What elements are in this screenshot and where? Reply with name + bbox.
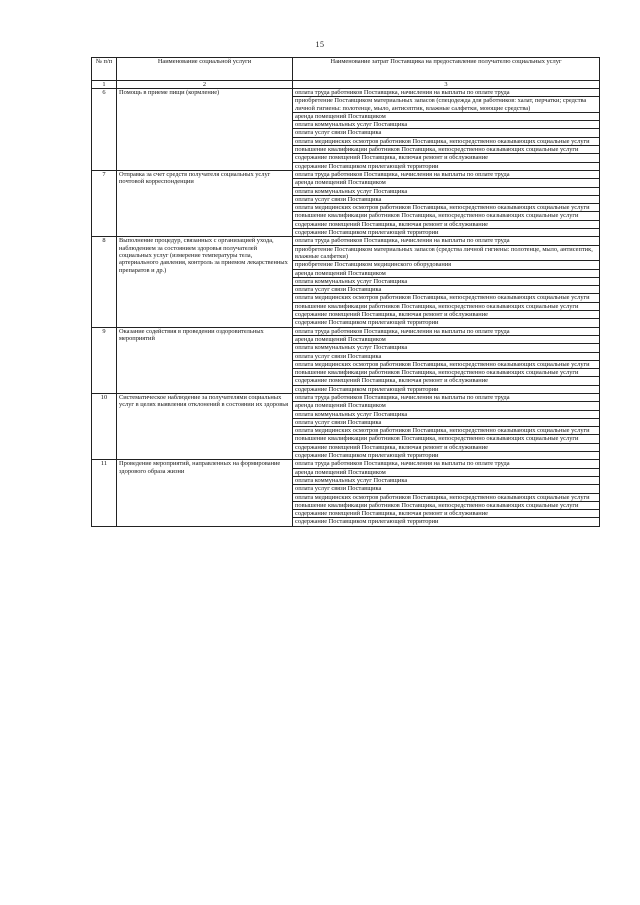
- cost-item: оплата медицинских осмотров работников Поставщика, непосредственно оказывающих социальные услуги: [293, 137, 600, 145]
- service-name: Выполнение процедур, связанных с организацией ухода, наблюдением за состоянием здоровья получателей социальных услуг (измерение температуры тела, артериального давления, контроль за приемом лекарственных препаратов и др.): [117, 237, 293, 327]
- cost-item: оплата труда работников Поставщика, начисления на выплаты по оплате труда: [293, 89, 600, 97]
- service-name: Оказание содействия в проведении оздоровительных мероприятий: [117, 327, 293, 393]
- cost-item: аренда помещений Поставщиком: [293, 468, 600, 476]
- cost-item: оплата труда работников Поставщика, начисления на выплаты по оплате труда: [293, 393, 600, 401]
- cost-item: содержание Поставщиком прилегающей территории: [293, 162, 600, 170]
- cost-item: аренда помещений Поставщиком: [293, 179, 600, 187]
- cost-item: оплата услуг связи Поставщика: [293, 286, 600, 294]
- column-number-row: [92, 81, 600, 89]
- service-number: 8: [92, 237, 117, 327]
- column-number-1: 1: [92, 81, 117, 89]
- column-number-3: 3: [293, 81, 600, 89]
- header-cost-name: Наименование затрат Поставщика на предоставление получателю социальных услуг: [293, 58, 600, 81]
- table-row: [92, 89, 600, 97]
- table-header-row: [92, 58, 600, 81]
- cost-item: содержание Поставщиком прилегающей территории: [293, 319, 600, 327]
- cost-item: оплата услуг связи Поставщика: [293, 129, 600, 137]
- cost-item: оплата коммунальных услуг Поставщика: [293, 410, 600, 418]
- service-number: 6: [92, 89, 117, 171]
- services-body: [92, 89, 600, 527]
- cost-item: оплата труда работников Поставщика, начисления на выплаты по оплате труда: [293, 170, 600, 178]
- service-number: 11: [92, 460, 117, 526]
- cost-item: содержание Поставщиком прилегающей территории: [293, 452, 600, 460]
- cost-item: оплата коммунальных услуг Поставщика: [293, 277, 600, 285]
- service-number: 7: [92, 170, 117, 236]
- cost-item: аренда помещений Поставщиком: [293, 112, 600, 120]
- cost-item: оплата коммунальных услуг Поставщика: [293, 187, 600, 195]
- cost-item: повышение квалификации работников Поставщика, непосредственно оказывающих социальные услуги: [293, 501, 600, 509]
- cost-item: приобретение Поставщиком материальных запасов (спецодежда для работников: халат, перчатки; средства личной гигиены: полотенце, мыло, антисептик, влажные салфетки, моющие средства): [293, 97, 600, 113]
- cost-item: оплата медицинских осмотров работников Поставщика, непосредственно оказывающих социальные услуги: [293, 427, 600, 435]
- page-number: 15: [315, 40, 325, 49]
- cost-item: приобретение Поставщиком материальных запасов (средства личной гигиены: полотенце, мыло, антисептик, влажные салфетки): [293, 245, 600, 261]
- cost-item: оплата труда работников Поставщика, начисления на выплаты по оплате труда: [293, 460, 600, 468]
- cost-item: повышение квалификации работников Поставщика, непосредственно оказывающих социальные услуги: [293, 435, 600, 443]
- header-service-name: Наименование социальной услуги: [117, 58, 293, 81]
- cost-item: аренда помещений Поставщиком: [293, 335, 600, 343]
- column-number-2: 2: [117, 81, 293, 89]
- cost-item: содержание Поставщиком прилегающей территории: [293, 385, 600, 393]
- cost-item: содержание помещений Поставщика, включая ремонт и обслуживание: [293, 220, 600, 228]
- cost-item: повышение квалификации работников Поставщика, непосредственно оказывающих социальные услуги: [293, 369, 600, 377]
- cost-item: приобретение Поставщиком медицинского оборудования: [293, 261, 600, 269]
- table-row: [92, 460, 600, 468]
- services-table: [91, 57, 600, 527]
- cost-item: содержание Поставщиком прилегающей территории: [293, 229, 600, 237]
- cost-item: оплата коммунальных услуг Поставщика: [293, 121, 600, 129]
- cost-item: оплата труда работников Поставщика, начисления на выплаты по оплате труда: [293, 237, 600, 245]
- cost-item: оплата услуг связи Поставщика: [293, 485, 600, 493]
- cost-item: содержание Поставщиком прилегающей территории: [293, 518, 600, 526]
- cost-item: оплата услуг связи Поставщика: [293, 195, 600, 203]
- service-name: Помощь в приеме пищи (кормление): [117, 89, 293, 171]
- table-row: [92, 237, 600, 245]
- cost-item: оплата услуг связи Поставщика: [293, 418, 600, 426]
- table-row: [92, 170, 600, 178]
- cost-item: содержание помещений Поставщика, включая ремонт и обслуживание: [293, 377, 600, 385]
- table-row: [92, 393, 600, 401]
- cost-item: содержание помещений Поставщика, включая ремонт и обслуживание: [293, 443, 600, 451]
- cost-item: оплата медицинских осмотров работников Поставщика, непосредственно оказывающих социальные услуги: [293, 493, 600, 501]
- service-name: Отправка за счет средств получателя социальных услуг почтовой корреспонденции: [117, 170, 293, 236]
- table-row: [92, 327, 600, 335]
- cost-item: оплата коммунальных услуг Поставщика: [293, 476, 600, 484]
- cost-item: оплата медицинских осмотров работников Поставщика, непосредственно оказывающих социальные услуги: [293, 360, 600, 368]
- cost-item: повышение квалификации работников Поставщика, непосредственно оказывающих социальные услуги: [293, 212, 600, 220]
- cost-item: оплата труда работников Поставщика, начисления на выплаты по оплате труда: [293, 327, 600, 335]
- cost-item: оплата услуг связи Поставщика: [293, 352, 600, 360]
- cost-item: содержание помещений Поставщика, включая ремонт и обслуживание: [293, 510, 600, 518]
- service-name: Систематическое наблюдение за получателями социальных услуг в целях выявления отклонений в состоянии их здоровья: [117, 393, 293, 459]
- cost-item: оплата медицинских осмотров работников Поставщика, непосредственно оказывающих социальные услуги: [293, 294, 600, 302]
- cost-item: оплата коммунальных услуг Поставщика: [293, 344, 600, 352]
- cost-item: повышение квалификации работников Поставщика, непосредственно оказывающих социальные услуги: [293, 302, 600, 310]
- header-number: № п/п: [92, 58, 117, 81]
- cost-item: оплата медицинских осмотров работников Поставщика, непосредственно оказывающих социальные услуги: [293, 204, 600, 212]
- cost-item: аренда помещений Поставщиком: [293, 402, 600, 410]
- cost-item: аренда помещений Поставщиком: [293, 269, 600, 277]
- service-name: Проведение мероприятий, направленных на формирование здорового образа жизни: [117, 460, 293, 526]
- cost-item: повышение квалификации работников Поставщика, непосредственно оказывающих социальные услуги: [293, 146, 600, 154]
- service-number: 10: [92, 393, 117, 459]
- cost-item: содержание помещений Поставщика, включая ремонт и обслуживание: [293, 154, 600, 162]
- cost-item: содержание помещений Поставщика, включая ремонт и обслуживание: [293, 311, 600, 319]
- service-number: 9: [92, 327, 117, 393]
